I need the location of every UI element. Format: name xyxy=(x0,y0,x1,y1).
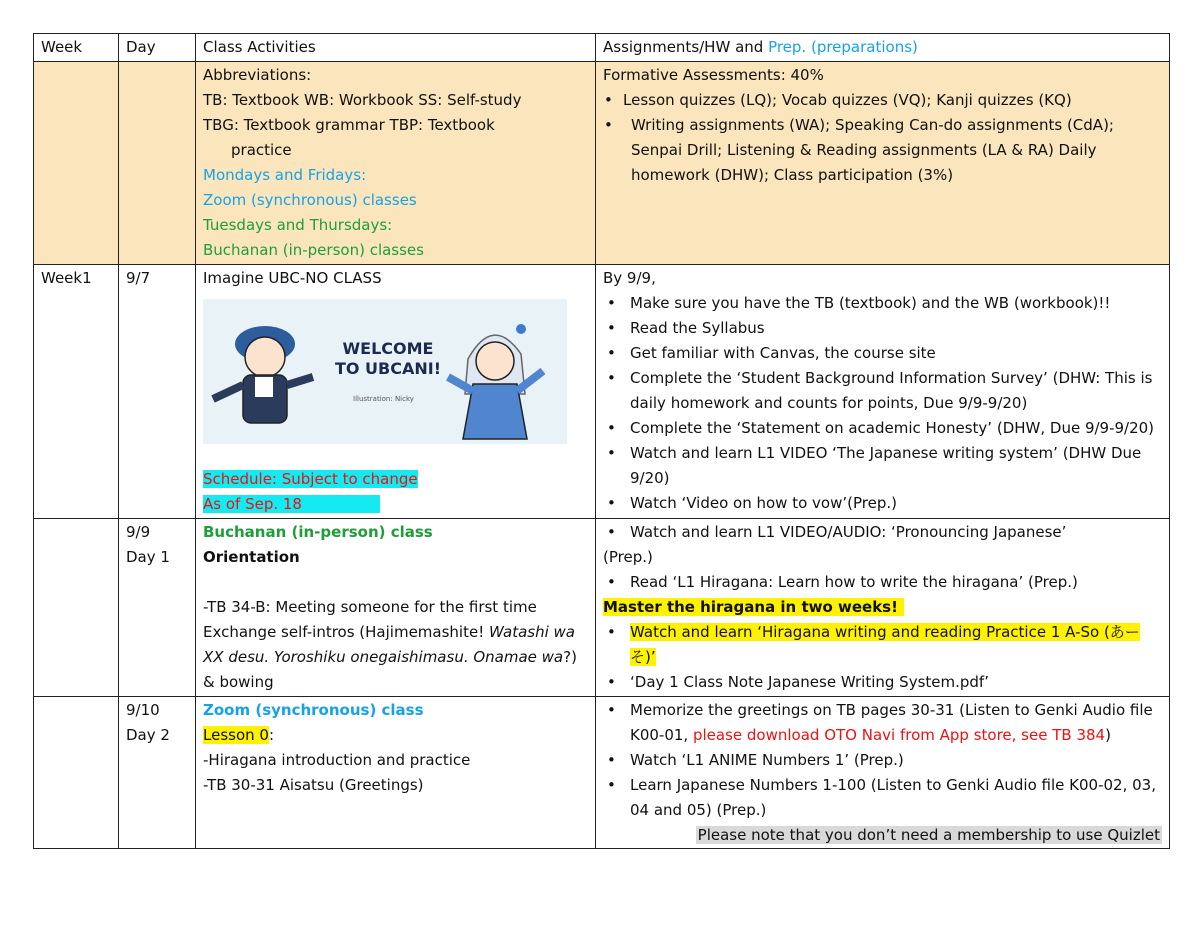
no-class-title: Imagine UBC-NO CLASS xyxy=(203,269,382,287)
abbr-title: Abbreviations: xyxy=(203,66,312,84)
list-item: • Lesson quizzes (LQ); Vocab quizzes (VQ); Kanji quizzes (KQ) xyxy=(603,88,1162,113)
header-assignments xyxy=(596,34,1170,62)
class-type: Zoom (synchronous) class xyxy=(203,701,424,719)
activities-cell xyxy=(196,697,596,849)
list-item: • Watch ‘Video on how to vow’(Prep.) xyxy=(603,491,1162,516)
activity-line: -Hiragana introduction and practice xyxy=(203,751,471,769)
abbr-line: Mondays and Fridays: xyxy=(203,166,367,184)
list-item-continued: (Prep.) xyxy=(603,548,653,566)
day-number: Day 1 xyxy=(126,548,170,566)
day-cell xyxy=(119,697,196,849)
class-type: Buchanan (in-person) class xyxy=(203,523,433,541)
list-item: • Read the Syllabus xyxy=(603,316,1162,341)
day1-row xyxy=(34,519,1170,697)
abbr-line: practice xyxy=(231,141,292,159)
welcome-text: WELCOME TO UBCANI! xyxy=(334,339,442,378)
header-day: Day xyxy=(119,34,196,62)
list-item: • Complete the ‘Statement on academic Honesty’ (DHW, Due 9/9-9/20) xyxy=(603,416,1162,441)
day-cell xyxy=(119,519,196,697)
header-prep: Prep. (preparations) xyxy=(768,38,918,56)
activity-line: -TB 34-B: Meeting someone for the first time xyxy=(203,598,537,616)
activities-cell xyxy=(196,265,596,519)
schedule-table xyxy=(33,33,1170,849)
list-item: • Writing assignments (WA); Speaking Can-do assignments (CdA); Senpai Drill; Listening & Reading assignments (LA & RA) Daily homework (DHW); Class participation (3%) xyxy=(603,113,1162,188)
due-by: By 9/9, xyxy=(603,269,656,287)
welcome-illustration xyxy=(203,299,567,444)
abbr-line: Tuesdays and Thursdays: xyxy=(203,216,393,234)
assessments-cell xyxy=(596,62,1170,265)
abbr-line: Zoom (synchronous) classes xyxy=(203,191,417,209)
master-hiragana-note: Master the hiragana in two weeks! xyxy=(603,595,1162,620)
list-item: • Read ‘L1 Hiragana: Learn how to write the hiragana’ (Prep.) xyxy=(603,570,1162,595)
week1-row xyxy=(34,265,1170,519)
activity-line: -TB 30-31 Aisatsu (Greetings) xyxy=(203,776,424,794)
list-item: • Make sure you have the TB (textbook) and the WB (workbook)!! xyxy=(603,291,1162,316)
activities-cell xyxy=(196,519,596,697)
date-label: 9/9 xyxy=(126,523,151,541)
schedule-note-line: As of Sep. 18 xyxy=(203,495,380,513)
day2-row xyxy=(34,697,1170,849)
list-item: • Watch and learn L1 VIDEO ‘The Japanese writing system’ (DHW Due 9/20) xyxy=(603,441,1162,491)
list-item: • Watch ‘L1 ANIME Numbers 1’ (Prep.) xyxy=(603,748,1162,773)
abbr-line: TB: Textbook WB: Workbook SS: Self-study xyxy=(203,91,522,109)
assignments-cell xyxy=(596,519,1170,697)
abbreviations-cell xyxy=(196,62,596,265)
list-item: • Watch and learn ‘Hiragana writing and reading Practice 1 A-So (あーそ)’ xyxy=(603,620,1162,670)
header-week: Week xyxy=(34,34,119,62)
assignments-cell xyxy=(596,265,1170,519)
list-item: • Memorize the greetings on TB pages 30-31 (Listen to Genki Audio file K00-01, please download OTO Navi from App store, see TB 384) xyxy=(603,698,1162,748)
orientation-label: Orientation xyxy=(203,548,300,566)
welcome-subtext: Illustration: Nicky xyxy=(353,395,414,403)
list-item: • Complete the ‘Student Background Information Survey’ (DHW: This is daily homework and counts for points, Due 9/9-9/20) xyxy=(603,366,1162,416)
header-activities: Class Activities xyxy=(196,34,596,62)
schedule-note-line: Schedule: Subject to change xyxy=(203,470,418,488)
quizlet-note: Please note that you don’t need a membership to use Quizlet xyxy=(697,826,1160,844)
abbr-line: Buchanan (in-person) classes xyxy=(203,241,424,259)
schedule-note xyxy=(203,467,588,492)
list-item: • Learn Japanese Numbers 1-100 (Listen to Genki Audio file K00-02, 03, 04 and 05) (Prep.) xyxy=(603,773,1162,823)
week-label: Week1 xyxy=(34,265,119,519)
list-item: • ‘Day 1 Class Note Japanese Writing System.pdf’ xyxy=(603,670,1162,695)
assignments-cell xyxy=(596,697,1170,849)
abbr-line: TBG: Textbook grammar TBP: Textbook xyxy=(203,116,495,134)
day-label: 9/7 xyxy=(119,265,196,519)
list-item: • Watch and learn L1 VIDEO/AUDIO: ‘Pronouncing Japanese’ xyxy=(603,520,1162,545)
header-assignments-text: Assignments/HW and xyxy=(603,38,769,56)
date-label: 9/10 xyxy=(126,701,160,719)
abbreviations-row xyxy=(34,62,1170,265)
assessments-title: Formative Assessments: 40% xyxy=(603,66,824,84)
lesson-label: Lesson 0: xyxy=(203,726,275,744)
header-row xyxy=(34,34,1170,62)
activity-line: Exchange self-intros (Hajimemashite! Watashi wa XX desu. Yoroshiku onegaishimasu. Onamae wa?) & bowing xyxy=(203,623,577,691)
list-item: • Get familiar with Canvas, the course site xyxy=(603,341,1162,366)
day-number: Day 2 xyxy=(126,726,170,744)
schedule-note xyxy=(203,492,588,517)
